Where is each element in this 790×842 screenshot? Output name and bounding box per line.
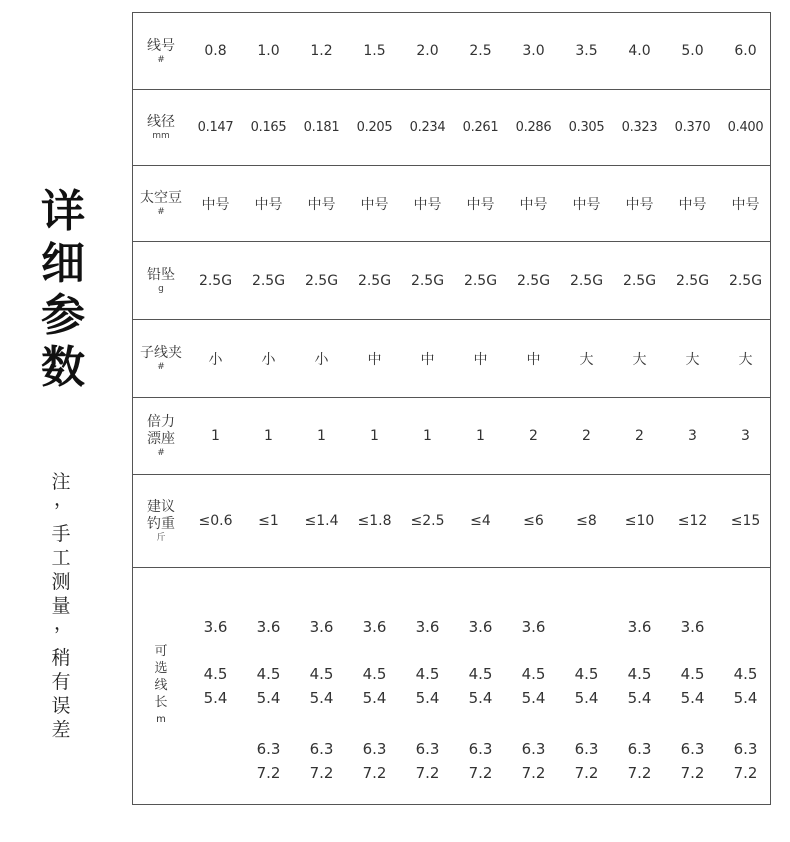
table-cell: 2.5G xyxy=(251,272,286,289)
row-label-char: 可 xyxy=(154,644,168,659)
row-header xyxy=(133,568,189,803)
length-row xyxy=(133,568,770,803)
table-cell: 2.5 xyxy=(469,43,492,59)
length-value: 5.4 xyxy=(574,689,599,707)
table-cell: 2 xyxy=(635,428,644,444)
length-column xyxy=(454,568,507,803)
spec-row xyxy=(133,166,770,242)
table-cell: 0.261 xyxy=(462,120,499,135)
spec-row xyxy=(133,242,770,320)
table-cell: 小 xyxy=(314,351,329,368)
table-cell: 中号 xyxy=(254,196,283,213)
row-label: 铅坠 xyxy=(147,267,175,283)
length-value: 4.5 xyxy=(362,665,387,683)
table-cell: ≤15 xyxy=(730,513,761,529)
table-cell: 中 xyxy=(473,351,488,368)
spec-row xyxy=(133,398,770,475)
table-cell: 2.5G xyxy=(198,272,233,289)
length-value: 5.4 xyxy=(256,689,281,707)
table-cell: 2.5G xyxy=(463,272,498,289)
table-cell: 3 xyxy=(741,428,750,444)
row-label-char: 长 xyxy=(154,695,168,710)
length-value: 4.5 xyxy=(574,665,599,683)
length-value: 5.4 xyxy=(362,689,387,707)
length-value: 3.6 xyxy=(627,618,652,636)
table-cell: 中号 xyxy=(678,196,707,213)
table-cell: 2.0 xyxy=(416,43,439,59)
table-cell: ≤1.8 xyxy=(357,513,392,529)
row-unit: mm xyxy=(152,131,170,141)
table-cell: ≤12 xyxy=(677,513,708,529)
table-cell: 0.286 xyxy=(515,120,552,135)
row-header xyxy=(133,475,189,567)
table-cell: ≤0.6 xyxy=(198,513,233,529)
length-value: 6.3 xyxy=(362,740,387,758)
length-value: 3.6 xyxy=(415,618,440,636)
length-value: 7.2 xyxy=(309,764,334,782)
length-column xyxy=(189,568,242,803)
row-header xyxy=(133,320,189,397)
row-header xyxy=(133,242,189,319)
table-cell: 1 xyxy=(317,428,326,444)
table-cell: 1.5 xyxy=(363,43,386,59)
side-note-char: 差 xyxy=(51,719,71,741)
length-value: 5.4 xyxy=(203,689,228,707)
table-cell: ≤1.4 xyxy=(304,513,339,529)
row-label: 漂座 xyxy=(147,431,175,447)
length-column xyxy=(666,568,719,803)
length-value: 4.5 xyxy=(415,665,440,683)
spec-row xyxy=(133,475,770,568)
length-value: 5.4 xyxy=(521,689,546,707)
table-cell: 大 xyxy=(579,351,594,368)
table-cell: 0.147 xyxy=(197,120,234,135)
table-cell: 2 xyxy=(582,428,591,444)
row-label: 倍力 xyxy=(147,414,175,430)
table-cell: 0.8 xyxy=(204,43,227,59)
table-cell: 3 xyxy=(688,428,697,444)
side-title-char: 细 xyxy=(41,238,85,289)
length-value: 4.5 xyxy=(203,665,228,683)
length-column xyxy=(242,568,295,803)
length-column xyxy=(719,568,772,803)
table-cell: 2 xyxy=(529,428,538,444)
table-cell: 中号 xyxy=(360,196,389,213)
side-note-char: 稍 xyxy=(51,647,71,669)
length-value: 6.3 xyxy=(521,740,546,758)
table-cell: 0.400 xyxy=(727,120,764,135)
length-value: 7.2 xyxy=(415,764,440,782)
length-value: 6.3 xyxy=(574,740,599,758)
spec-row xyxy=(133,13,770,90)
length-value: 3.6 xyxy=(256,618,281,636)
row-header xyxy=(133,166,189,241)
table-cell: 大 xyxy=(738,351,753,368)
row-label-char: 选 xyxy=(154,661,168,676)
table-cell: 0.323 xyxy=(621,120,658,135)
table-cell: 2.5G xyxy=(516,272,551,289)
length-value: 6.3 xyxy=(680,740,705,758)
side-title xyxy=(34,186,92,394)
table-cell: 中号 xyxy=(625,196,654,213)
table-cell: 小 xyxy=(208,351,223,368)
table-cell: 1 xyxy=(264,428,273,444)
table-cell: 4.0 xyxy=(628,43,651,59)
table-cell: 2.5G xyxy=(675,272,710,289)
table-cell: 大 xyxy=(685,351,700,368)
side-note xyxy=(46,470,76,742)
table-cell: 中号 xyxy=(731,196,760,213)
length-value: 6.3 xyxy=(627,740,652,758)
length-column xyxy=(507,568,560,803)
row-label: 太空豆 xyxy=(140,190,182,206)
spec-row xyxy=(133,90,770,166)
length-value: 3.6 xyxy=(680,618,705,636)
length-value: 4.5 xyxy=(256,665,281,683)
table-cell: 0.370 xyxy=(674,120,711,135)
length-column xyxy=(295,568,348,803)
length-value: 7.2 xyxy=(627,764,652,782)
table-cell: 1.0 xyxy=(257,43,280,59)
table-cell: 5.0 xyxy=(681,43,704,59)
table-cell: 2.5G xyxy=(304,272,339,289)
length-value: 7.2 xyxy=(468,764,493,782)
table-cell: 3.5 xyxy=(575,43,598,59)
length-value: 4.5 xyxy=(627,665,652,683)
length-value: 5.4 xyxy=(309,689,334,707)
length-value: 6.3 xyxy=(309,740,334,758)
table-cell: 0.205 xyxy=(356,120,393,135)
length-value: 6.3 xyxy=(468,740,493,758)
table-cell: 中号 xyxy=(201,196,230,213)
length-column xyxy=(613,568,666,803)
side-note-char: 注 xyxy=(51,471,71,493)
row-label: 建议 xyxy=(147,499,175,515)
row-unit: # xyxy=(157,54,165,65)
table-cell: 2.5G xyxy=(622,272,657,289)
length-value: 7.2 xyxy=(680,764,705,782)
length-value: 4.5 xyxy=(309,665,334,683)
table-cell: 中号 xyxy=(572,196,601,213)
side-note-char: 有 xyxy=(51,671,71,693)
row-unit: # xyxy=(157,207,165,217)
side-title-char: 数 xyxy=(41,342,85,393)
side-note-char: 手 xyxy=(51,523,71,545)
side-title-char: 参 xyxy=(41,290,85,341)
length-column xyxy=(560,568,613,803)
table-cell: 中号 xyxy=(519,196,548,213)
row-unit: g xyxy=(158,284,164,294)
length-value: 5.4 xyxy=(468,689,493,707)
table-cell: 2.5G xyxy=(357,272,392,289)
length-value: 7.2 xyxy=(256,764,281,782)
length-value: 4.5 xyxy=(521,665,546,683)
table-cell: 中号 xyxy=(413,196,442,213)
side-note-char: 工 xyxy=(51,547,71,569)
length-value: 7.2 xyxy=(521,764,546,782)
row-unit: m xyxy=(156,714,166,725)
length-value: 7.2 xyxy=(362,764,387,782)
side-note-char: ， xyxy=(54,488,74,510)
length-value: 3.6 xyxy=(521,618,546,636)
row-header xyxy=(133,398,189,474)
table-cell: 2.5G xyxy=(410,272,445,289)
table-cell: 0.165 xyxy=(250,120,287,135)
length-value: 3.6 xyxy=(309,618,334,636)
row-label: 线径 xyxy=(147,114,175,130)
table-cell: ≤2.5 xyxy=(410,513,445,529)
table-cell: 0.181 xyxy=(303,120,340,135)
table-cell: 1 xyxy=(423,428,432,444)
table-cell: ≤6 xyxy=(523,513,544,529)
length-value: 4.5 xyxy=(468,665,493,683)
table-cell: 1 xyxy=(370,428,379,444)
table-cell: 1 xyxy=(476,428,485,444)
length-value: 7.2 xyxy=(574,764,599,782)
table-cell: 3.0 xyxy=(522,43,545,59)
table-cell: 6.0 xyxy=(734,43,757,59)
table-cell: ≤4 xyxy=(470,513,491,529)
length-column xyxy=(401,568,454,803)
length-value: 7.2 xyxy=(733,764,758,782)
row-label: 钓重 xyxy=(147,516,175,532)
table-cell: ≤8 xyxy=(576,513,597,529)
table-cell: ≤10 xyxy=(624,513,655,529)
row-unit: 斤 xyxy=(156,533,166,543)
length-value: 3.6 xyxy=(203,618,228,636)
table-cell: ≤1 xyxy=(258,513,279,529)
length-value: 3.6 xyxy=(468,618,493,636)
spec-table xyxy=(132,12,771,805)
table-cell: 中号 xyxy=(307,196,336,213)
table-cell: 2.5G xyxy=(728,272,763,289)
length-column xyxy=(348,568,401,803)
length-value: 5.4 xyxy=(733,689,758,707)
table-cell: 中 xyxy=(420,351,435,368)
table-cell: 0.305 xyxy=(568,120,605,135)
table-cell: 中 xyxy=(367,351,382,368)
length-value: 3.6 xyxy=(362,618,387,636)
length-value: 5.4 xyxy=(627,689,652,707)
length-value: 4.5 xyxy=(733,665,758,683)
side-title-char: 详 xyxy=(41,186,85,237)
table-cell: 0.234 xyxy=(409,120,446,135)
length-value: 5.4 xyxy=(680,689,705,707)
table-cell: 大 xyxy=(632,351,647,368)
table-cell: 1.2 xyxy=(310,43,333,59)
row-label-char: 线 xyxy=(154,678,168,693)
length-value: 5.4 xyxy=(415,689,440,707)
spec-row xyxy=(133,320,770,398)
length-value: 6.3 xyxy=(733,740,758,758)
table-cell: 1 xyxy=(211,428,220,444)
row-unit: # xyxy=(157,362,165,372)
side-note-char: 测 xyxy=(51,571,71,593)
length-value: 6.3 xyxy=(256,740,281,758)
table-cell: 中号 xyxy=(466,196,495,213)
side-note-char: ， xyxy=(54,612,74,634)
length-value: 4.5 xyxy=(680,665,705,683)
length-value: 6.3 xyxy=(415,740,440,758)
side-note-char: 误 xyxy=(51,695,71,717)
row-header xyxy=(133,90,189,165)
side-note-char: 量 xyxy=(51,595,71,617)
row-label: 线号 xyxy=(147,37,175,54)
row-unit: # xyxy=(157,448,165,458)
table-cell: 中 xyxy=(526,351,541,368)
table-cell: 2.5G xyxy=(569,272,604,289)
row-label: 子线夹 xyxy=(140,345,182,361)
table-cell: 小 xyxy=(261,351,276,368)
row-header xyxy=(133,13,189,89)
